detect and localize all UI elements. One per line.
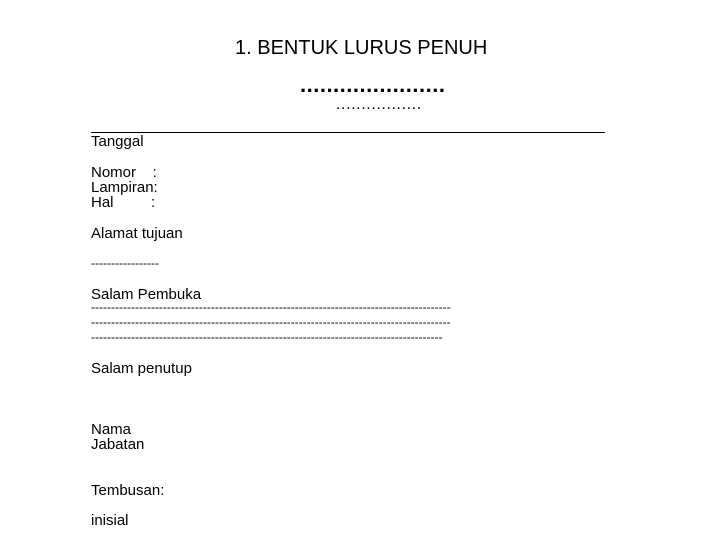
jabatan-label: Jabatan xyxy=(91,436,145,453)
lampiran-label: Lampiran: xyxy=(91,179,158,196)
salam-pembuka-label: Salam Pembuka xyxy=(91,286,202,303)
dotted-placeholder-1: ...................... xyxy=(300,72,446,97)
salam-penutup-label: Salam penutup xyxy=(91,360,192,377)
nomor-label: Nomor : xyxy=(91,164,157,181)
tanggal-label: Tanggal xyxy=(91,133,144,150)
inisial-label: inisial xyxy=(91,512,129,529)
body-line-2: ------------------------------------------------------------------------------------------ xyxy=(91,315,451,329)
tembusan-label: Tembusan: xyxy=(91,482,165,499)
nama-label: Nama xyxy=(91,421,132,438)
hal-label: Hal : xyxy=(91,194,156,211)
body-line-3: ---------------------------------------------------------------------------------------- xyxy=(91,330,443,344)
page-title: 1. BENTUK LURUS PENUH xyxy=(235,37,488,59)
alamat-tujuan-label: Alamat tujuan xyxy=(91,225,183,242)
alamat-dashes: ----------------- xyxy=(91,256,159,270)
header-divider xyxy=(91,132,605,133)
body-line-1: ------------------------------------------------------------------------------------------ xyxy=(91,300,451,314)
dotted-placeholder-2: ................. xyxy=(336,96,422,113)
